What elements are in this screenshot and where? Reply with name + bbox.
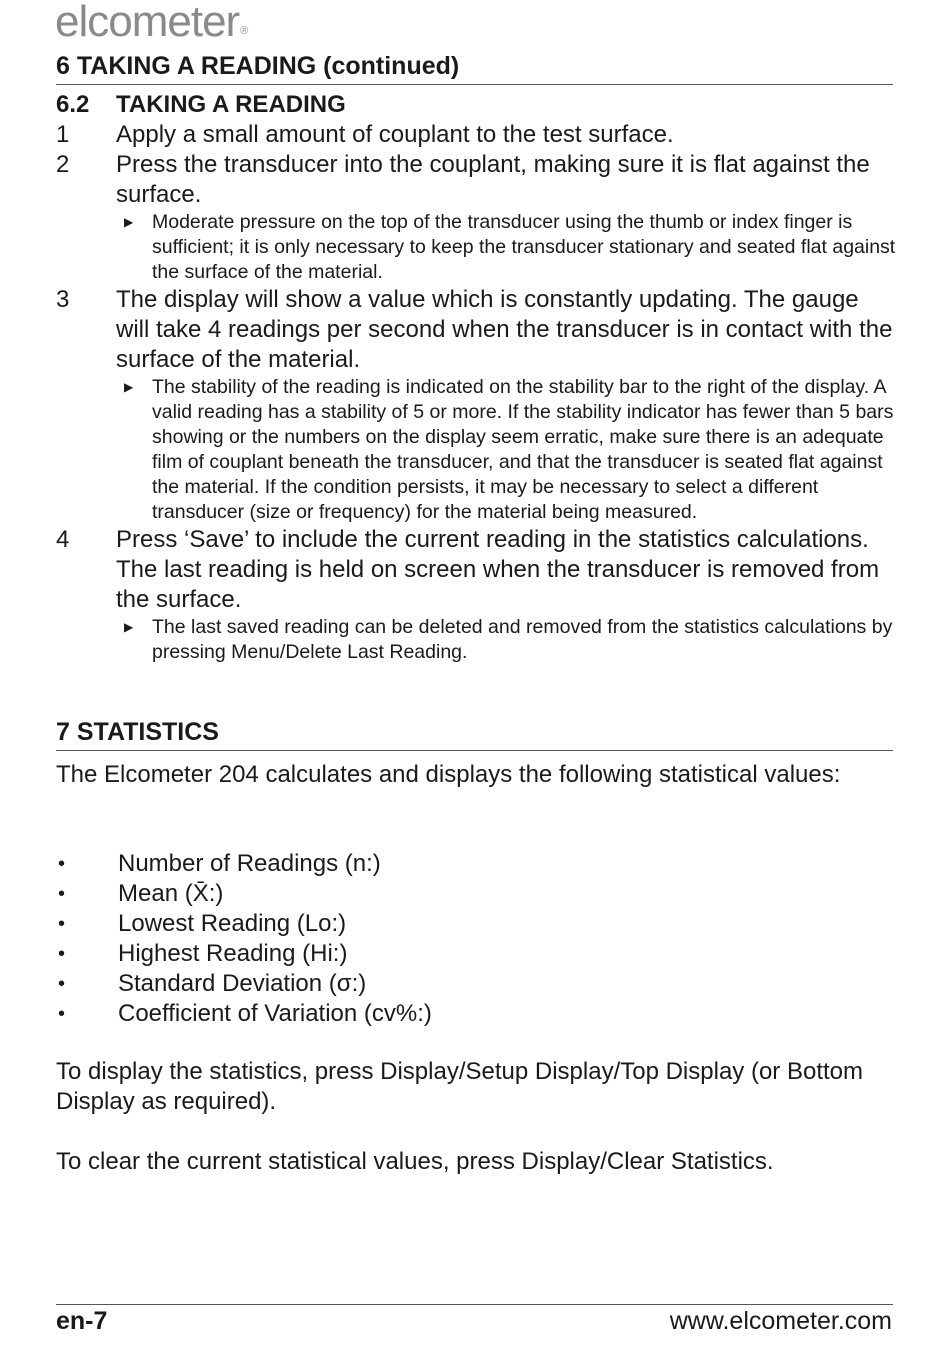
note-text: The stability of the reading is indicated on the stability bar to the right of the display. A valid reading has a stability of 5 or more. If the stability indicator has fewer than 5 bars showing or the numbers on the display seem erratic, make sure there is an adequate film of couplant beneath the transducer, and that the transducer is seated flat against the material. If the condition persists, it may be necessary to select a different transducer (size or frequency) for the material being measured. (152, 376, 894, 523)
step-2-note (122, 210, 896, 285)
footer-divider (56, 1304, 893, 1305)
list-item-text: Number of Readings (n:) (118, 850, 381, 877)
step-number: 3 (56, 286, 70, 313)
step-text: The display will show a value which is constantly updating. The gauge will take 4 readings per second when the transducer is in contact with the surface of the material. (116, 286, 893, 373)
note-text: The last saved reading can be deleted and removed from the statistics calculations by pressing Menu/Delete Last Reading. (152, 616, 893, 663)
list-item-text: Standard Deviation (σ:) (118, 970, 367, 997)
section-6-body (56, 90, 896, 665)
step-text: Press the transducer into the couplant, making sure it is flat against the surface. (116, 151, 870, 208)
registered-mark: ® (240, 25, 248, 37)
statistics-list (56, 849, 896, 1029)
step-number: 4 (56, 526, 70, 553)
logo-text: elcometer (55, 0, 240, 46)
step-3-note (122, 375, 896, 525)
list-item: • Standard Deviation (σ:) (58, 970, 367, 997)
list-item-text: Mean (X̄:) (118, 880, 224, 907)
list-item: • Coefficient of Variation (cv%:) (58, 1000, 432, 1027)
section-7-heading: 7 STATISTICS (56, 716, 893, 751)
statistics-intro: The Elcometer 204 calculates and displays the following statistical values: (56, 761, 841, 788)
section-6-heading: 6 TAKING A READING (continued) (56, 50, 893, 85)
list-item: • Lowest Reading (Lo:) (58, 910, 347, 937)
clear-statistics-instruction: To clear the current statistical values, press Display/Clear Statistics. (56, 1148, 774, 1175)
subsection-heading (56, 90, 896, 120)
subsection-number: 6.2 (56, 91, 90, 118)
step-text: Press ‘Save’ to include the current reading in the statistics calculations. The last reading is held on screen when the transducer is removed from the surface. (116, 526, 880, 613)
step-number: 1 (56, 121, 70, 148)
triangle-right-icon: ▶ (124, 620, 134, 634)
step-text: Apply a small amount of couplant to the test surface. (116, 121, 674, 148)
note-text: Moderate pressure on the top of the transducer using the thumb or index finger is sufficient; it is only necessary to keep the transducer stationary and seated flat against the surface of the material. (152, 211, 896, 283)
list-item: • Highest Reading (Hi:) (58, 940, 348, 967)
triangle-right-icon: ▶ (124, 380, 134, 394)
list-item: • Mean (X̄:) (58, 880, 224, 907)
elcometer-logo (55, 0, 246, 55)
subsection-title: TAKING A READING (116, 91, 346, 118)
display-statistics-instruction: To display the statistics, press Display/Setup Display/Top Display (or Bottom Display as required). (56, 1058, 863, 1115)
list-item-text: Coefficient of Variation (cv%:) (118, 1000, 432, 1027)
step-2 (56, 150, 896, 210)
page-number: en-7 (56, 1307, 108, 1335)
website-url: www.elcometer.com (669, 1307, 892, 1335)
list-item: • Number of Readings (n:) (58, 850, 381, 877)
step-4 (56, 525, 896, 615)
triangle-right-icon: ▶ (124, 215, 134, 229)
step-1 (56, 120, 896, 150)
step-number: 2 (56, 151, 70, 178)
list-item-text: Highest Reading (Hi:) (118, 940, 348, 967)
list-item-text: Lowest Reading (Lo:) (118, 910, 347, 937)
step-3 (56, 285, 896, 375)
step-4-note (122, 615, 896, 665)
